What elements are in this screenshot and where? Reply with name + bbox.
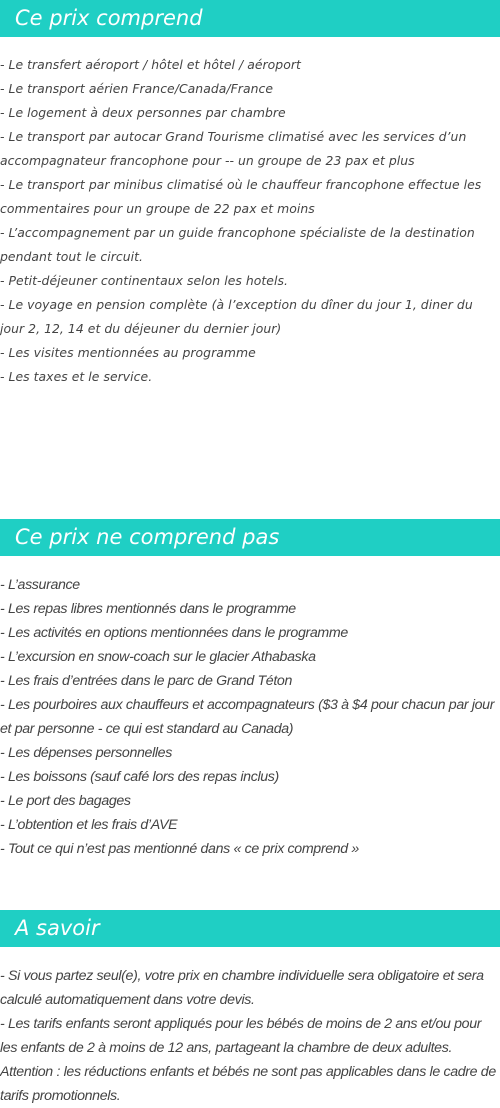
list-item: - Petit-déjeuner continentaux selon les hotels.: [0, 273, 288, 288]
list-item: - Le transport par autocar Grand Tourisme climatisé avec les services d’un accompagnateur francophone pour -- un groupe de 23 pax et plus: [0, 129, 467, 168]
list-item: - Si vous partez seul(e), votre prix en chambre individuelle sera obligatoire et sera calculé automatiquement dans votre devis.: [0, 968, 484, 1008]
list-item: Attention : les réductions enfants et bébés ne sont pas applicables dans le cadre de tarifs promotionnels.: [0, 1064, 496, 1104]
list-item: - Le voyage en pension complète (à l’exception du dîner du jour 1, diner du jour 2, 12, 14 et du déjeuner du dernier jour): [0, 297, 473, 336]
list-item: - Le transport par minibus climatisé où le chauffeur francophone effectue les commentaires pour un groupe de 22 pax et moins: [0, 177, 482, 216]
list-item: - Les visites mentionnées au programme: [0, 345, 256, 360]
list-item: - L’excursion en snow-coach sur le glacier Athabaska: [0, 649, 316, 665]
list-item: - Les frais d’entrées dans le parc de Grand Téton: [0, 673, 292, 689]
list-item: - L’accompagnement par un guide francophone spécialiste de la destination pendant tout le circuit.: [0, 225, 475, 264]
section-title-included: Ce prix comprend: [0, 0, 500, 37]
list-item: - Le port des bagages: [0, 793, 131, 809]
list-item: - L’obtention et les frais d’AVE: [0, 817, 178, 833]
list-item: - Les taxes et le service.: [0, 369, 153, 384]
list-item: - Les dépenses personnelles: [0, 745, 172, 761]
list-item: - Tout ce qui n’est pas mentionné dans « ce prix comprend »: [0, 841, 359, 857]
list-item: - Les pourboires aux chauffeurs et accompagnateurs ($3 à $4 pour chacun par jour et par personne - ce qui est standard au Canada): [0, 697, 495, 737]
list-item: - Les tarifs enfants seront appliqués pour les bébés de moins de 2 ans et/ou pour les enfants de 2 à moins de 12 ans, partageant la chambre de deux adultes.: [0, 1016, 482, 1056]
list-item: - Le transport aérien France/Canada/France: [0, 81, 274, 96]
list-item: - Les repas libres mentionnés dans le programme: [0, 601, 296, 617]
good-to-know-list: [0, 964, 500, 1108]
included-list: [0, 53, 500, 389]
list-item: - L’assurance: [0, 577, 80, 593]
list-item: - Les boissons (sauf café lors des repas inclus): [0, 769, 279, 785]
section-title-not-included: Ce prix ne comprend pas: [0, 519, 500, 556]
section-title-good-to-know: A savoir: [0, 910, 500, 947]
not-included-list: [0, 573, 500, 861]
list-item: - Le logement à deux personnes par chambre: [0, 105, 286, 120]
list-item: - Le transfert aéroport / hôtel et hôtel / aéroport: [0, 57, 301, 72]
list-item: - Les activités en options mentionnées dans le programme: [0, 625, 348, 641]
